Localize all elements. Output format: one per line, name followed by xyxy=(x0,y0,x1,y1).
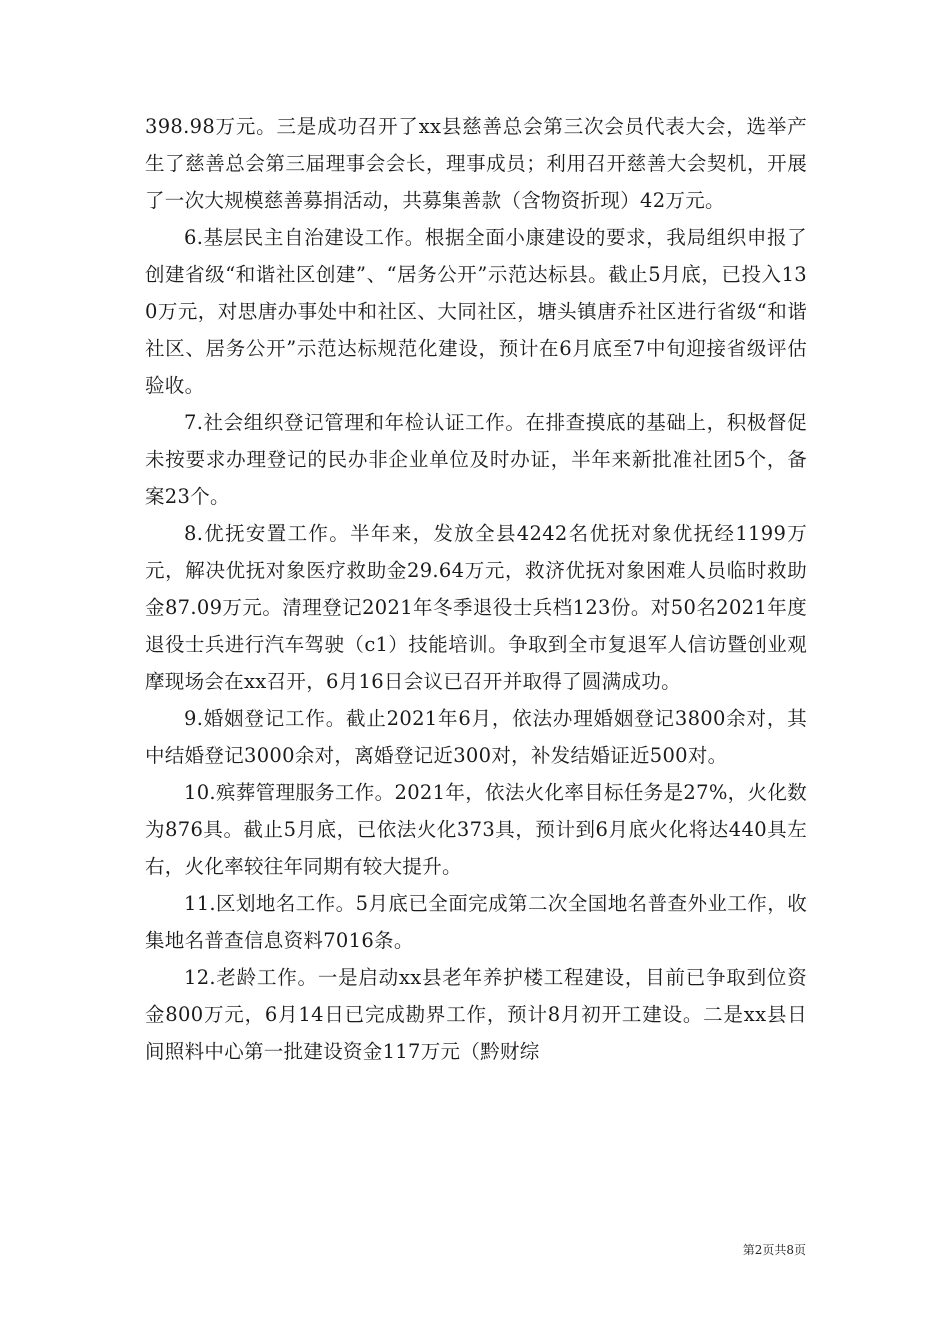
paragraph-continuation: 398.98万元。三是成功召开了xx县慈善总会第三次会员代表大会，选举产生了慈善总会第三届理事会会长，理事成员；利用召开慈善大会契机，开展了一次大规模慈善募捐活动，共募集善款（含物资折现）42万元。 xyxy=(145,115,807,212)
paragraph-item-6: 6.基层民主自治建设工作。根据全面小康建设的要求，我局组织申报了创建省级“和谐社区创建”、“居务公开”示范达标县。截止5月底，已投入130万元，对思唐办事处中和社区、大同社区，塘头镇唐乔社区进行省级“和谐社区、居务公开”示范达标规范化建设，预计在6月底至7中旬迎接省级评估验收。 xyxy=(145,226,807,397)
paragraph-item-11: 11.区划地名工作。5月底已全面完成第二次全国地名普查外业工作，收集地名普查信息资料7016条。 xyxy=(145,892,807,952)
paragraph-item-7: 7.社会组织登记管理和年检认证工作。在排查摸底的基础上，积极督促未按要求办理登记的民办非企业单位及时办证，半年来新批准社团5个，备案23个。 xyxy=(145,411,807,508)
paragraph-item-9: 9.婚姻登记工作。截止2021年6月，依法办理婚姻登记3800余对，其中结婚登记3000余对，离婚登记近300对，补发结婚证近500对。 xyxy=(145,707,807,767)
document-body xyxy=(145,108,807,1070)
paragraph-item-10: 10.殡葬管理服务工作。2021年，依法火化率目标任务是27%，火化数为876具。截止5月底，已依法火化373具，预计到6月底火化将达440具左右，火化率较往年同期有较大提升。 xyxy=(145,781,807,878)
paragraph-item-8: 8.优抚安置工作。半年来，发放全县4242名优抚对象优抚经1199万元，解决优抚对象医疗救助金29.64万元，救济优抚对象困难人员临时救助金87.09万元。清理登记2021年冬季退役士兵档123份。对50名2021年度退役士兵进行汽车驾驶（c1）技能培训。争取到全市复退军人信访暨创业观摩现场会在xx召开，6月16日会议已召开并取得了圆满成功。 xyxy=(145,522,807,693)
paragraph-item-12: 12.老龄工作。一是启动xx县老年养护楼工程建设，目前已争取到位资金800万元，6月14日已完成勘界工作，预计8月初开工建设。二是xx县日间照料中心第一批建设资金117万元（黔财综 xyxy=(145,966,807,1063)
page-number: 第2页共8页 xyxy=(742,1243,806,1257)
